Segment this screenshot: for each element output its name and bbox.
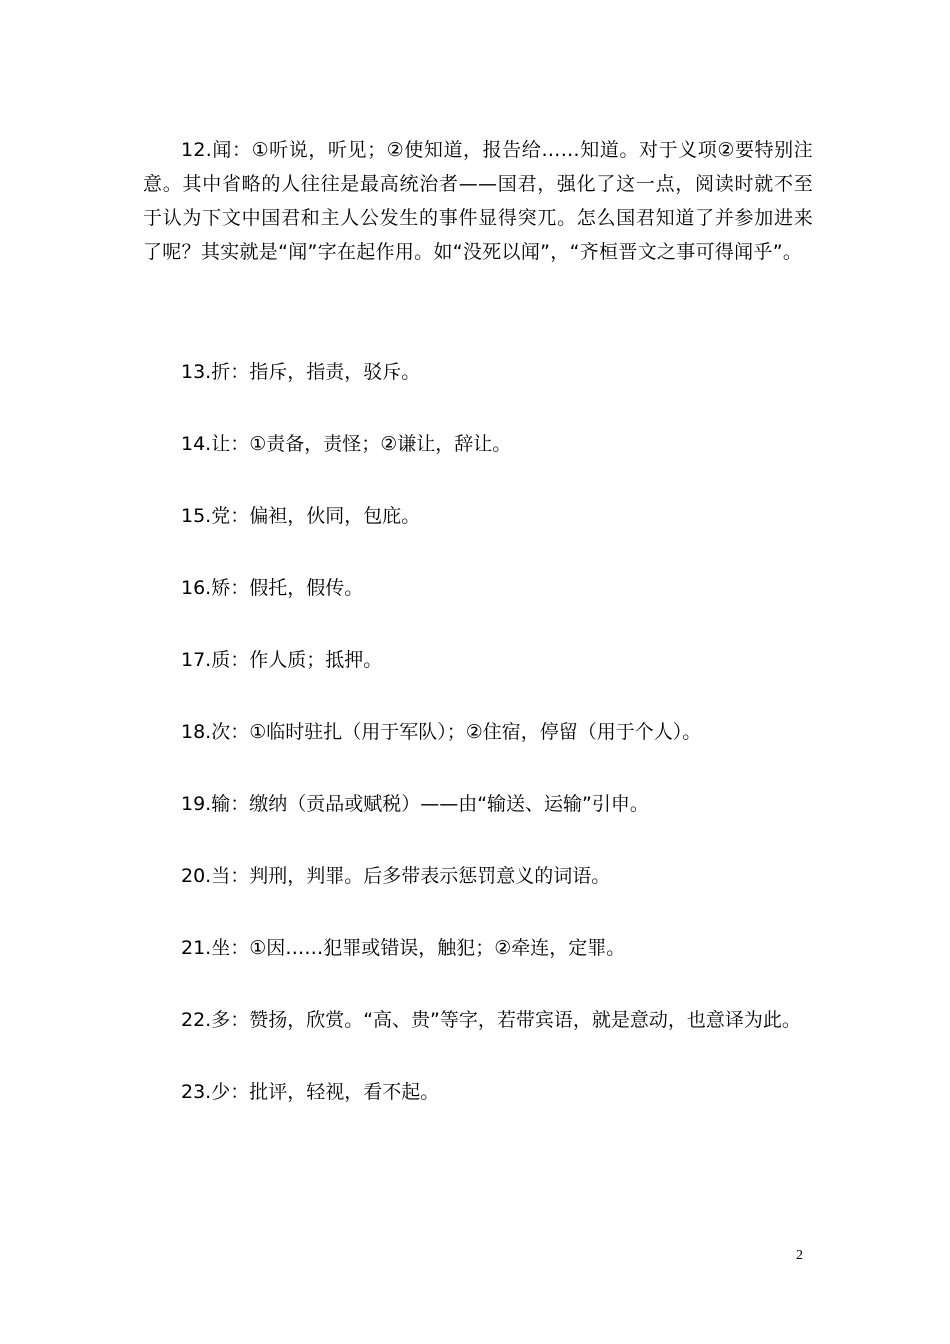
entry-18: 18.次：①临时驻扎（用于军队）；②住宿，停留（用于个人）。	[181, 721, 702, 743]
entry-23: 23.少：批评，轻视，看不起。	[181, 1081, 440, 1103]
entry-19: 19.输：缴纳（贡品或赋税）——由“输送、运输”引申。	[181, 793, 649, 815]
entry-20: 20.当：判刑，判罪。后多带表示惩罚意义的词语。	[181, 865, 611, 887]
paragraph-entry-12: 12.闻：①听说，听见；②使知道，报告给……知道。对于义项②要特别注意。其中省略的人往往是最高统治者——国君，强化了这一点，阅读时就不至于认为下文中国君和主人公发生的事件显得突兀。怎么国君知道了并参加进来了呢？其实就是“闻”字在起作用。如“没死以闻”，“齐桓晋文之事可得闻乎”。	[143, 139, 813, 263]
entry-16: 16.矫：假托，假传。	[181, 577, 364, 599]
entry-13: 13.折：指斥，指责，驳斥。	[181, 361, 421, 383]
entry-14: 14.让：①责备，责怪；②谦让，辞让。	[181, 433, 512, 455]
entry-21: 21.坐：①因……犯罪或错误，触犯；②牵连，定罪。	[181, 937, 626, 959]
entry-22: 22.多：赞扬，欣赏。“高、贵”等字，若带宾语，就是意动，也意译为此。	[181, 1009, 801, 1031]
page-content	[143, 133, 813, 269]
entry-17: 17.质：作人质；抵押。	[181, 649, 383, 671]
page-number: 2	[796, 1248, 803, 1263]
entry-15: 15.党：偏袒，伙同，包庇。	[181, 505, 421, 527]
